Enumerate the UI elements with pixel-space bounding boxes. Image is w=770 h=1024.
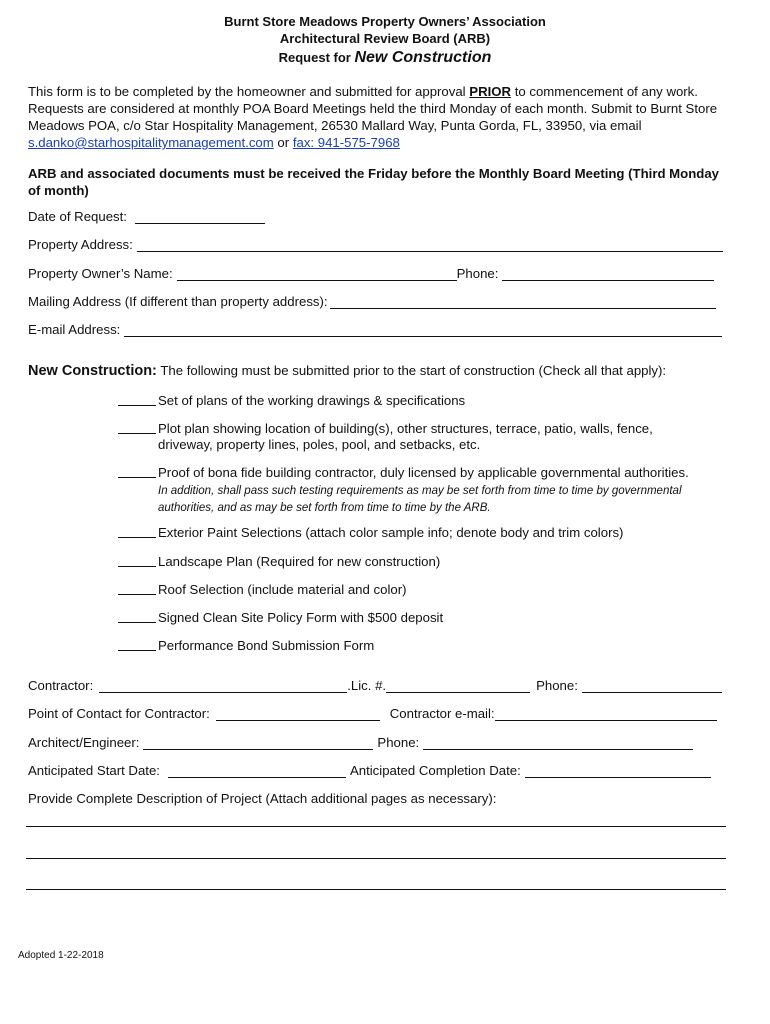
checklist-blank[interactable]: [118, 610, 156, 623]
fax-link[interactable]: fax: 941-575-7968: [292, 135, 400, 150]
intro-paragraph: [28, 83, 748, 151]
checklist-blank[interactable]: [118, 421, 156, 434]
owner-name-label: Property Owner’s Name:: [28, 266, 173, 281]
checklist-item-text: Plot plan showing location of building(s), other structures, terrace, patio, walls, fence, driveway, property lines, poles, pool, and setbacks, etc.: [158, 421, 653, 452]
request-title: [0, 49, 770, 67]
email-address-input[interactable]: [124, 322, 722, 337]
point-of-contact-label: Point of Contact for Contractor:: [28, 706, 210, 721]
new-construction-instruction: The following must be submitted prior to the start of construction (Check all that apply):: [156, 363, 667, 378]
email-address-label: E-mail Address:: [28, 322, 121, 337]
architect-phone-input[interactable]: [423, 735, 693, 750]
date-of-request-input[interactable]: [135, 209, 265, 224]
point-of-contact-input[interactable]: [216, 706, 380, 721]
completion-date-label: Anticipated Completion Date:: [349, 763, 521, 778]
property-address-field: [28, 237, 723, 252]
checklist-item-text: Roof Selection (include material and color): [158, 582, 407, 597]
checklist-item-text: Exterior Paint Selections (attach color sample info; denote body and trim colors): [158, 525, 624, 540]
license-input[interactable]: [386, 678, 530, 693]
description-row: [28, 791, 496, 806]
mailing-address-input[interactable]: [330, 294, 716, 309]
checklist-blank[interactable]: [118, 525, 156, 538]
description-line-3[interactable]: [26, 889, 726, 890]
contractor-label: Contractor:: [28, 678, 94, 693]
owner-name-input[interactable]: [177, 266, 457, 281]
architect-row: [28, 735, 693, 750]
checklist-item-text: Landscape Plan (Required for new construction): [158, 554, 441, 569]
new-construction-heading: [28, 363, 666, 379]
checklist-item: [118, 610, 698, 626]
request-prefix: Request for: [278, 50, 355, 65]
intro-text-1: This form is to be completed by the homeowner and submitted for approval: [28, 84, 470, 99]
contractor-phone-label: Phone:: [536, 678, 578, 693]
checklist-item-text: Performance Bond Submission Form: [158, 638, 375, 653]
checklist-item: [118, 582, 698, 598]
owner-phone-label: Phone:: [456, 266, 499, 281]
mailing-address-label: Mailing Address (If different than property address):: [28, 294, 328, 309]
prior-emphasis: PRIOR: [469, 84, 512, 99]
new-construction-label: New Construction:: [28, 363, 157, 379]
owner-phone-input[interactable]: [502, 266, 714, 281]
checklist-blank[interactable]: [118, 638, 156, 651]
adopted-date: Adopted 1-22-2018: [18, 950, 104, 961]
checklist-item-main: Proof of bona fide building contractor, duly licensed by applicable governmental authorities.: [158, 465, 689, 480]
request-type: New Construction: [354, 49, 492, 66]
property-address-label: Property Address:: [28, 237, 133, 252]
architect-input[interactable]: [143, 735, 373, 750]
checklist-blank[interactable]: [118, 393, 156, 406]
checklist-item: [118, 638, 698, 654]
contractor-phone-input[interactable]: [582, 678, 722, 693]
checklist-item-text: Set of plans of the working drawings & specifications: [158, 393, 466, 408]
intro-or: or: [273, 135, 293, 150]
contractor-email-label: Contractor e-mail:: [389, 706, 495, 721]
license-label: .Lic. #.: [347, 678, 387, 693]
description-line-2[interactable]: [26, 858, 726, 859]
checklist-item: [118, 554, 698, 570]
date-of-request-field: [28, 209, 265, 224]
property-address-input[interactable]: [137, 237, 723, 252]
intro-text-2: to commencement of any work. Requests are considered at monthly POA Board Meetings held the third Monday of each month. Submit to Burnt Store Meadows POA, c/o Star Hospitality Management, 26530 Mallard Way, Punta Gorda, FL, 33950, via email: [28, 84, 718, 133]
checklist-item-text: Signed Clean Site Policy Form with $500 deposit: [158, 610, 444, 625]
email-link[interactable]: s.danko@starhospitalitymanagement.com: [28, 135, 274, 150]
date-of-request-label: Date of Request:: [28, 209, 127, 224]
checklist-blank[interactable]: [118, 554, 156, 567]
checklist-item: [118, 393, 698, 409]
description-line-1[interactable]: [26, 826, 726, 827]
start-date-label: Anticipated Start Date:: [28, 763, 160, 778]
email-address-field: [28, 322, 722, 337]
point-of-contact-row: [28, 706, 717, 721]
checklist-item: [118, 421, 698, 453]
contractor-input[interactable]: [99, 678, 347, 693]
checklist-item-note: In addition, shall pass such testing requirements as may be set forth from time to time by governmental authorities, and as may be set forth from time to time by the ARB.: [158, 485, 682, 514]
checklist-item: [118, 465, 698, 516]
deadline-notice: ARB and associated documents must be received the Friday before the Monthly Board Meeting (Third Monday of month): [28, 166, 719, 198]
checklist-blank[interactable]: [118, 465, 156, 478]
checklist-item-text: [158, 465, 698, 516]
description-label: Provide Complete Description of Project (Attach additional pages as necessary):: [28, 791, 497, 806]
completion-date-input[interactable]: [525, 763, 711, 778]
checklist-blank[interactable]: [118, 582, 156, 595]
dates-row: [28, 763, 711, 778]
owner-name-field: [28, 266, 714, 281]
board-title: Architectural Review Board (ARB): [279, 31, 491, 46]
contractor-email-input[interactable]: [495, 706, 717, 721]
start-date-input[interactable]: [168, 763, 346, 778]
contractor-row: [28, 678, 722, 693]
architect-phone-label: Phone:: [377, 735, 420, 750]
org-title: Burnt Store Meadows Property Owners’ Association: [224, 14, 546, 29]
checklist-item: [118, 525, 698, 541]
mailing-address-field: [28, 294, 716, 309]
architect-label: Architect/Engineer:: [28, 735, 140, 750]
